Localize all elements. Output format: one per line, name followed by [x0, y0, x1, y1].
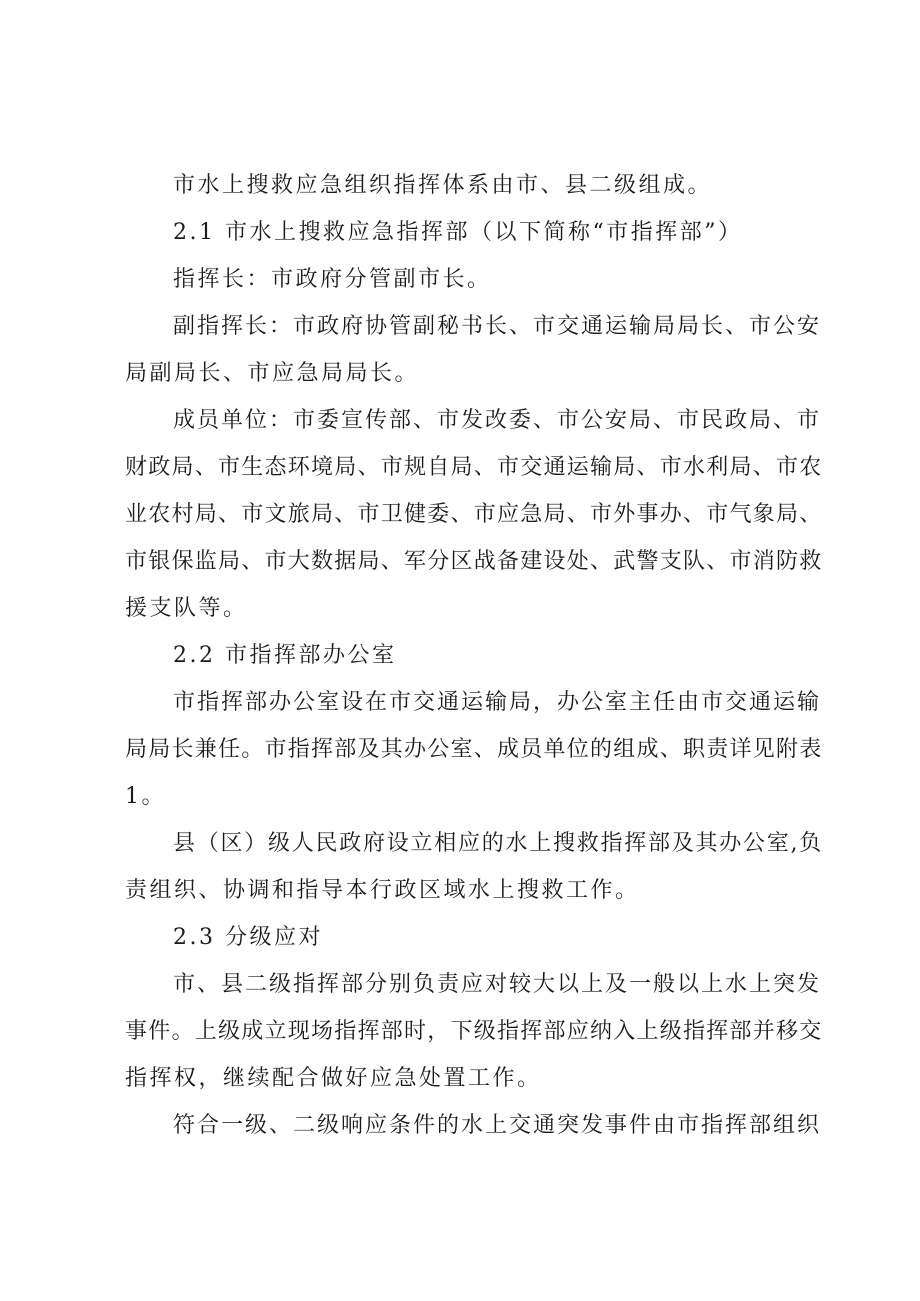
paragraph-member-units-line-2: 财政局、市生态环境局、市规自局、市交通运输局、市水利局、市农: [125, 455, 823, 480]
paragraph-member-units-line-4: 市银保监局、市大数据局、军分区战备建设处、武警支队、市消防救: [125, 549, 823, 574]
paragraph-response-line-1: 符合一级、二级响应条件的水上交通突发事件由市指挥部组织: [173, 1113, 822, 1138]
paragraph-deputy-commander-line-1: 副指挥长：市政府协管副秘书长、市交通运输局局长、市公安: [173, 314, 822, 339]
paragraph-grading-line-2: 事件。上级成立现场指挥部时，下级指挥部应纳入上级指挥部并移交: [125, 1019, 823, 1044]
paragraph-system-composition: 市水上搜救应急组织指挥体系由市、县二级组成。: [173, 173, 713, 198]
paragraph-member-units-line-5: 援支队等。: [125, 596, 248, 621]
document-body: [125, 162, 825, 1149]
paragraph-deputy-commander-line-2: 局副局长、市应急局局长。: [125, 361, 420, 386]
section-heading-2-3: 2.3 分级应对: [173, 925, 323, 950]
paragraph-grading-line-1: 市、县二级指挥部分别负责应对较大以上及一般以上水上突发: [173, 972, 822, 997]
paragraph-member-units-line-1: 成员单位：市委宣传部、市发改委、市公安局、市民政局、市: [173, 408, 822, 433]
paragraph-commander: 指挥长：市政府分管副市长。: [173, 267, 492, 292]
paragraph-member-units-line-3: 业农村局、市文旅局、市卫健委、市应急局、市外事办、市气象局、: [125, 502, 823, 527]
paragraph-county-line-1: 县（区）级人民政府设立相应的水上搜救指挥部及其办公室,负: [173, 831, 823, 856]
section-heading-2-2: 2.2 市指挥部办公室: [173, 643, 397, 668]
paragraph-office-line-3: 1。: [125, 784, 166, 809]
paragraph-office-line-2: 局局长兼任。市指挥部及其办公室、成员单位的组成、职责详见附表: [125, 737, 823, 762]
paragraph-county-line-2: 责组织、协调和指导本行政区域水上搜救工作。: [125, 878, 640, 903]
section-heading-2-1: 2.1 市水上搜救应急指挥部（以下简称“市指挥部”）: [173, 220, 743, 245]
paragraph-grading-line-3: 指挥权，继续配合做好应急处置工作。: [125, 1066, 542, 1091]
paragraph-office-line-1: 市指挥部办公室设在市交通运输局，办公室主任由市交通运输: [173, 690, 822, 715]
